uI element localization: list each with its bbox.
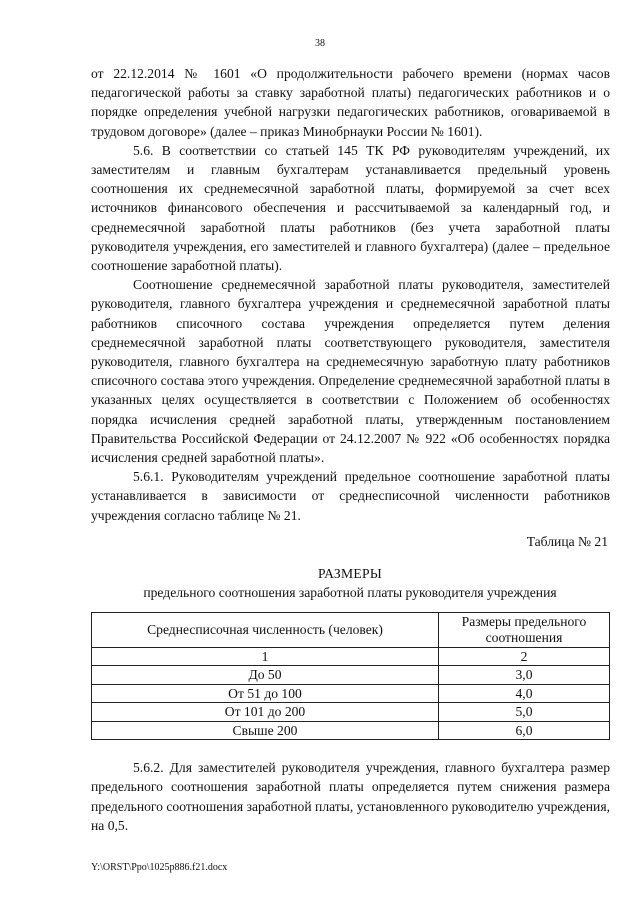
column-number-1: 1 — [92, 648, 439, 666]
headcount-cell: До 50 — [92, 666, 439, 684]
paragraph-5-6-1: 5.6.1. Руководителям учреждений предельное соотношение заработной платы устанавливается в зависимости от среднесписочной численности работников учреждения согласно таблице № 21. — [91, 469, 610, 523]
table-row — [92, 684, 610, 702]
paragraph-5-6: 5.6. В соответствии со статьей 145 ТК РФ руководителям учреждений, их заместителям и главным бухгалтерам устанавливается предельный уровень соотношения их среднемесячной заработной платы, формируемой за счет всех источников финансового обеспечения и рассчитываемой за календарный год, и среднемесячной заработной платы работников (без учета заработной платы руководителя учреждения, его заместителей и главного бухгалтера) (далее – предельное соотношение заработной платы). — [91, 142, 610, 274]
paragraph-ratio-definition: Соотношение среднемесячной заработной платы руководителя, заместителей руководителя, главного бухгалтера учреждения и среднемесячной заработной платы работников списочного состава учреждения определяется путем деления среднемесячной заработной платы соответствующего руководителя, заместителя руководителя, главного бухгалтера на среднемесячную заработную плату работников списочного состава этого учреждения. Определение среднемесячной заработной платы в указанных целях осуществляется в соответствии с Положением об особенностях порядка исчисления средней заработной платы, утвержденным постановлением Правительства Российской Федерации от 24.12.2007 № 922 «Об особенностях порядка исчисления средней заработной платы». — [91, 277, 610, 466]
header-headcount: Среднесписочная численность (человек) — [92, 613, 439, 648]
ratio-cell: 3,0 — [439, 666, 610, 684]
table-heading-title: РАЗМЕРЫ — [317, 566, 382, 581]
headcount-cell: От 101 до 200 — [92, 703, 439, 721]
table-row — [92, 703, 610, 721]
column-number-2: 2 — [439, 648, 610, 666]
footer-file-path: Y:\ORST\Ppo\1025p886.f21.docx — [91, 862, 228, 873]
paragraph-continuation: от 22.12.2014 № 1601 «О продолжительности рабочего времени (нормах часов педагогической работы за ставку заработной платы) педагогических работников и о порядке определения учебной нагрузки педагогических работников, оговариваемой в трудовом договоре» (далее – приказ Минобрнауки России № 1601). — [91, 66, 610, 139]
table-heading-subtitle: предельного соотношения заработной платы руководителя учреждения — [143, 585, 557, 600]
table-label: Таблица № 21 — [526, 534, 608, 549]
ratio-cell: 4,0 — [439, 684, 610, 702]
ratio-table — [91, 612, 610, 740]
page-number: 38 — [315, 38, 325, 49]
table-row — [92, 666, 610, 684]
paragraph-5-6-2: 5.6.2. Для заместителей руководителя учреждения, главного бухгалтера размер предельного соотношения заработной платы определяется путем снижения размера предельного соотношения заработной платы, установленного руководителю учреждения, на 0,5. — [91, 760, 610, 834]
table-row — [92, 721, 610, 739]
table-heading — [60, 564, 640, 602]
headcount-cell: От 51 до 100 — [92, 684, 439, 702]
document-body-after-table — [91, 758, 610, 836]
table-column-number-row — [92, 648, 610, 666]
ratio-cell: 5,0 — [439, 703, 610, 721]
ratio-cell: 6,0 — [439, 721, 610, 739]
headcount-cell: Свыше 200 — [92, 721, 439, 739]
header-ratio: Размеры предельного соотношения — [439, 613, 610, 648]
table-header-row — [92, 613, 610, 648]
document-body — [91, 64, 610, 525]
